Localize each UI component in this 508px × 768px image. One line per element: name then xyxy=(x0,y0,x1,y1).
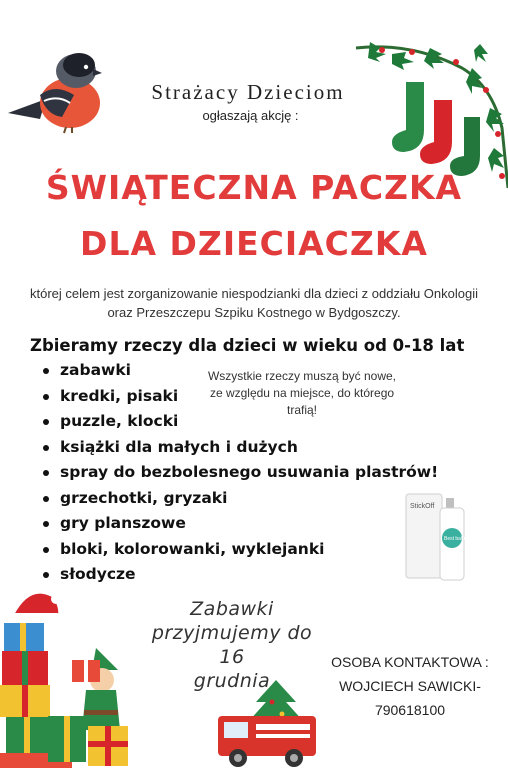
deadline-line-1: Zabawki xyxy=(190,598,274,620)
deadline-line-2: przyjmujemy do 16 xyxy=(151,622,313,668)
list-item: bloki, kolorowanki, wyklejanki xyxy=(40,537,438,563)
list-item: kredki, pisaki xyxy=(40,384,438,410)
list-item: gry planszowe xyxy=(40,511,438,537)
announcement-text: ogłaszają akcję : xyxy=(202,108,299,123)
list-item: puzzle, klocki xyxy=(40,409,438,435)
fire-truck-illustration xyxy=(216,680,322,768)
deadline-text xyxy=(142,597,322,693)
collection-heading: Zbieramy rzeczy dla dzieci w wieku od 0-18 lat xyxy=(30,336,465,355)
contact-label: OSOBA KONTAKTOWA : xyxy=(331,654,489,670)
note-text: Wszystkie rzeczy muszą być nowe, ze względu na miejsce, do którego trafią! xyxy=(207,369,397,417)
contact-phone: 790618100 xyxy=(374,702,446,718)
bird-illustration xyxy=(0,45,104,135)
list-item: książki dla małych i dużych xyxy=(40,435,438,461)
contact-name: WOJCIECH SAWICKI- xyxy=(339,678,481,694)
list-item: słodycze xyxy=(40,562,438,588)
organization-name: Strażacy Dzieciom xyxy=(151,80,345,104)
product-brand: StickOff xyxy=(410,503,435,510)
list-item: zabawki xyxy=(40,358,438,384)
product-label: Best babu xyxy=(444,536,467,542)
title-line-2: DLA DZIECIACZKA xyxy=(80,224,428,263)
title-line-1: ŚWIĄTECZNA PACZKA xyxy=(45,168,463,207)
contact-block xyxy=(315,650,505,722)
elf-gifts-illustration xyxy=(48,640,138,768)
deadline-line-3: grudnia xyxy=(193,670,271,692)
description-text: której celem jest zorganizowanie niespodzianki dla dzieci z oddziału Onkologii oraz Przeszczepu Szpiku Kostnego w Bydgoszczy. xyxy=(29,286,479,320)
list-item: spray do bezbolesnego usuwania plastrów! xyxy=(40,460,438,486)
list-item: grzechotki, gryzaki xyxy=(40,486,438,512)
spray-product-image xyxy=(404,488,470,584)
